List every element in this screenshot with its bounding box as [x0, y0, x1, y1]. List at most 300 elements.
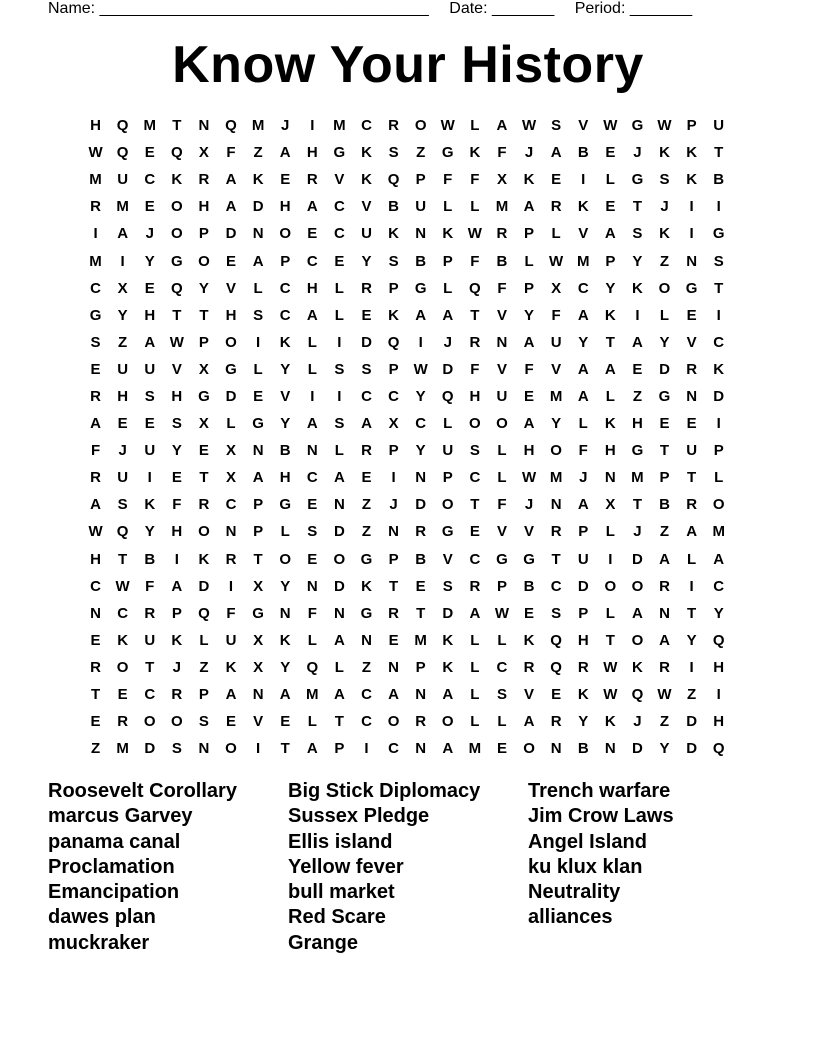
grid-letter[interactable]: A	[523, 415, 535, 433]
grid-letter[interactable]: Y	[280, 577, 291, 595]
grid-letter[interactable]: J	[281, 117, 290, 135]
grid-letter[interactable]: P	[388, 279, 399, 297]
grid-letter[interactable]: E	[90, 631, 101, 649]
grid-letter[interactable]: R	[469, 577, 481, 595]
grid-letter[interactable]: P	[415, 171, 426, 189]
grid-letter[interactable]: M	[468, 740, 482, 758]
grid-letter[interactable]: L	[714, 469, 724, 487]
grid-letter[interactable]: G	[441, 523, 454, 541]
grid-letter[interactable]: N	[225, 523, 237, 541]
grid-letter[interactable]: X	[198, 360, 209, 378]
grid-letter[interactable]: R	[415, 523, 427, 541]
grid-letter[interactable]: E	[605, 144, 616, 162]
grid-letter[interactable]: Y	[686, 631, 697, 649]
grid-letter[interactable]: F	[497, 144, 507, 162]
grid-letter[interactable]: L	[470, 117, 480, 135]
grid-letter[interactable]: E	[280, 171, 291, 189]
grid-letter[interactable]: R	[388, 117, 399, 135]
grid-letter[interactable]: U	[225, 631, 237, 649]
grid-letter[interactable]: E	[388, 631, 399, 649]
grid-letter[interactable]: P	[442, 252, 453, 270]
grid-letter[interactable]: R	[306, 171, 318, 189]
grid-letter[interactable]: K	[686, 144, 698, 162]
grid-letter[interactable]: O	[712, 496, 725, 514]
grid-letter[interactable]: T	[659, 442, 670, 460]
grid-letter[interactable]: C	[144, 171, 156, 189]
grid-letter[interactable]: K	[171, 171, 183, 189]
grid-letter[interactable]: H	[225, 306, 237, 324]
grid-letter[interactable]: U	[415, 198, 427, 216]
grid-letter[interactable]: O	[387, 713, 400, 731]
grid-letter[interactable]: G	[658, 387, 671, 405]
grid-letter[interactable]: M	[251, 117, 265, 135]
grid-letter[interactable]: L	[226, 415, 236, 433]
grid-letter[interactable]: L	[470, 198, 480, 216]
grid-letter[interactable]: O	[198, 252, 210, 270]
grid-letter[interactable]: N	[279, 604, 291, 622]
grid-letter[interactable]: Y	[144, 523, 155, 541]
grid-letter[interactable]: A	[279, 686, 291, 704]
grid-letter[interactable]: K	[469, 144, 481, 162]
grid-letter[interactable]: C	[90, 577, 101, 595]
grid-letter[interactable]: N	[306, 442, 318, 460]
grid-letter[interactable]: Q	[712, 631, 725, 649]
grid-letter[interactable]: T	[551, 550, 561, 568]
grid-letter[interactable]: I	[635, 306, 640, 324]
grid-letter[interactable]: A	[90, 496, 101, 514]
grid-letter[interactable]: F	[578, 442, 588, 460]
grid-letter[interactable]: Y	[659, 740, 670, 758]
grid-letter[interactable]: U	[442, 442, 454, 460]
grid-letter[interactable]: N	[252, 686, 264, 704]
grid-letter[interactable]: S	[334, 415, 345, 433]
grid-letter[interactable]: L	[307, 713, 317, 731]
grid-letter[interactable]: G	[89, 306, 102, 324]
grid-letter[interactable]: F	[470, 360, 480, 378]
grid-letter[interactable]: E	[117, 415, 128, 433]
grid-letter[interactable]: O	[441, 713, 454, 731]
grid-letter[interactable]: I	[337, 387, 342, 405]
grid-letter[interactable]: A	[388, 686, 399, 704]
grid-letter[interactable]: L	[307, 333, 317, 351]
grid-letter[interactable]: C	[144, 686, 156, 704]
grid-letter[interactable]: Y	[280, 360, 291, 378]
grid-letter[interactable]: H	[632, 415, 643, 433]
grid-letter[interactable]: R	[198, 496, 210, 514]
grid-letter[interactable]: N	[550, 740, 562, 758]
grid-letter[interactable]: R	[90, 198, 101, 216]
grid-letter[interactable]: Q	[387, 333, 400, 351]
grid-letter[interactable]: P	[171, 604, 182, 622]
grid-letter[interactable]: E	[605, 198, 616, 216]
grid-letter[interactable]: N	[496, 333, 508, 351]
grid-letter[interactable]: Q	[198, 604, 210, 622]
grid-letter[interactable]: K	[388, 306, 399, 324]
grid-letter[interactable]: Q	[306, 658, 319, 676]
grid-letter[interactable]: C	[415, 415, 427, 433]
grid-letter[interactable]: K	[117, 631, 129, 649]
grid-letter[interactable]: E	[659, 415, 670, 433]
grid-letter[interactable]: H	[523, 442, 535, 460]
grid-letter[interactable]: A	[361, 415, 372, 433]
grid-letter[interactable]: G	[279, 496, 292, 514]
grid-letter[interactable]: R	[90, 387, 101, 405]
grid-letter[interactable]: W	[169, 333, 184, 351]
grid-letter[interactable]: N	[388, 523, 399, 541]
grid-letter[interactable]: E	[686, 306, 697, 324]
grid-letter[interactable]: R	[415, 713, 427, 731]
grid-letter[interactable]: E	[90, 713, 101, 731]
grid-letter[interactable]: K	[523, 171, 535, 189]
grid-letter[interactable]: J	[524, 144, 534, 162]
grid-letter[interactable]: M	[89, 252, 102, 270]
grid-letter[interactable]: D	[144, 740, 156, 758]
grid-letter[interactable]: K	[632, 658, 643, 676]
grid-letter[interactable]: T	[145, 658, 155, 676]
grid-letter[interactable]: K	[442, 225, 454, 243]
grid-letter[interactable]: S	[307, 523, 318, 541]
grid-letter[interactable]: U	[361, 225, 372, 243]
grid-letter[interactable]: U	[144, 360, 156, 378]
grid-letter[interactable]: V	[334, 171, 345, 189]
grid-letter[interactable]: C	[279, 279, 291, 297]
grid-letter[interactable]: W	[603, 658, 618, 676]
grid-letter[interactable]: L	[470, 713, 480, 731]
grid-letter[interactable]: I	[120, 252, 125, 270]
grid-letter[interactable]: Y	[524, 306, 535, 324]
grid-letter[interactable]: Q	[469, 279, 481, 297]
grid-letter[interactable]: V	[686, 333, 697, 351]
grid-letter[interactable]: A	[604, 225, 616, 243]
grid-letter[interactable]: D	[442, 604, 454, 622]
grid-letter[interactable]: J	[660, 198, 669, 216]
grid-letter[interactable]: L	[334, 442, 344, 460]
grid-letter[interactable]: K	[523, 631, 535, 649]
grid-letter[interactable]: Q	[712, 740, 725, 758]
grid-letter[interactable]: N	[415, 469, 427, 487]
grid-letter[interactable]: B	[388, 198, 399, 216]
grid-letter[interactable]: Y	[578, 333, 589, 351]
grid-letter[interactable]: N	[604, 740, 616, 758]
grid-letter[interactable]: T	[687, 604, 697, 622]
grid-letter[interactable]: P	[659, 469, 670, 487]
grid-letter[interactable]: L	[605, 523, 615, 541]
grid-letter[interactable]: G	[360, 604, 373, 622]
grid-letter[interactable]: P	[334, 740, 345, 758]
grid-letter[interactable]: W	[657, 117, 672, 135]
grid-letter[interactable]: E	[226, 252, 237, 270]
grid-letter[interactable]: N	[333, 496, 345, 514]
grid-letter[interactable]: U	[144, 442, 156, 460]
grid-letter[interactable]: Y	[632, 252, 643, 270]
grid-letter[interactable]: S	[171, 740, 182, 758]
grid-letter[interactable]: L	[280, 523, 290, 541]
grid-letter[interactable]: Y	[117, 306, 128, 324]
grid-letter[interactable]: I	[689, 658, 694, 676]
grid-letter[interactable]: Q	[170, 279, 183, 297]
grid-letter[interactable]: F	[226, 604, 236, 622]
grid-letter[interactable]: M	[116, 740, 129, 758]
grid-letter[interactable]: G	[414, 279, 427, 297]
grid-letter[interactable]: P	[496, 577, 507, 595]
grid-letter[interactable]: M	[143, 117, 156, 135]
grid-letter[interactable]: A	[577, 360, 589, 378]
grid-letter[interactable]: W	[88, 144, 103, 162]
grid-letter[interactable]: T	[714, 279, 724, 297]
grid-letter[interactable]: R	[523, 658, 535, 676]
grid-letter[interactable]: N	[686, 387, 698, 405]
grid-letter[interactable]: Y	[144, 252, 155, 270]
grid-letter[interactable]: X	[198, 144, 209, 162]
grid-letter[interactable]: H	[171, 523, 183, 541]
grid-letter[interactable]: N	[388, 658, 399, 676]
grid-letter[interactable]: A	[632, 604, 643, 622]
grid-letter[interactable]: S	[144, 387, 155, 405]
grid-letter[interactable]: R	[496, 225, 508, 243]
grid-letter[interactable]: N	[550, 496, 562, 514]
grid-letter[interactable]: W	[494, 604, 510, 622]
grid-letter[interactable]: W	[657, 686, 672, 704]
grid-letter[interactable]: O	[225, 740, 237, 758]
grid-letter[interactable]: S	[171, 415, 182, 433]
grid-letter[interactable]: W	[521, 117, 537, 135]
grid-letter[interactable]: A	[686, 523, 698, 541]
grid-letter[interactable]: G	[252, 415, 264, 433]
grid-letter[interactable]: B	[144, 550, 156, 568]
grid-letter[interactable]: E	[144, 144, 155, 162]
grid-letter[interactable]: C	[333, 225, 345, 243]
grid-letter[interactable]: B	[415, 550, 427, 568]
grid-letter[interactable]: E	[686, 415, 697, 433]
grid-letter[interactable]: A	[117, 225, 129, 243]
grid-letter[interactable]: E	[524, 387, 535, 405]
grid-letter[interactable]: N	[415, 686, 427, 704]
grid-letter[interactable]: L	[307, 631, 317, 649]
grid-letter[interactable]: X	[253, 577, 264, 595]
grid-letter[interactable]: I	[364, 740, 369, 758]
grid-letter[interactable]: J	[145, 225, 154, 243]
grid-letter[interactable]: T	[118, 550, 128, 568]
grid-letter[interactable]: O	[279, 225, 292, 243]
grid-letter[interactable]: C	[279, 306, 291, 324]
grid-letter[interactable]: K	[279, 631, 291, 649]
grid-letter[interactable]: K	[604, 713, 616, 731]
grid-letter[interactable]: P	[578, 523, 589, 541]
grid-letter[interactable]: L	[199, 631, 209, 649]
grid-letter[interactable]: T	[605, 631, 615, 649]
grid-letter[interactable]: G	[712, 225, 725, 243]
grid-letter[interactable]: L	[497, 442, 507, 460]
grid-letter[interactable]: I	[337, 333, 342, 351]
grid-letter[interactable]: M	[414, 631, 427, 649]
grid-letter[interactable]: O	[523, 740, 535, 758]
grid-letter[interactable]: T	[199, 469, 209, 487]
grid-letter[interactable]: C	[713, 577, 725, 595]
grid-letter[interactable]: N	[659, 604, 670, 622]
grid-letter[interactable]: A	[496, 117, 508, 135]
grid-letter[interactable]: O	[170, 713, 183, 731]
grid-letter[interactable]: D	[686, 713, 698, 731]
grid-letter[interactable]: Y	[713, 604, 724, 622]
grid-letter[interactable]: K	[442, 631, 454, 649]
grid-letter[interactable]: A	[713, 550, 725, 568]
grid-letter[interactable]: I	[418, 333, 423, 351]
grid-letter[interactable]: Y	[280, 658, 291, 676]
grid-letter[interactable]: D	[713, 387, 725, 405]
grid-letter[interactable]: F	[524, 360, 534, 378]
grid-letter[interactable]: N	[90, 604, 101, 622]
grid-letter[interactable]: E	[551, 686, 562, 704]
grid-letter[interactable]: Z	[199, 658, 209, 676]
grid-letter[interactable]: M	[495, 198, 509, 216]
grid-letter[interactable]: I	[689, 577, 694, 595]
grid-letter[interactable]: T	[388, 577, 399, 595]
grid-letter[interactable]: R	[550, 198, 562, 216]
grid-letter[interactable]: C	[225, 496, 237, 514]
grid-letter[interactable]: S	[253, 306, 264, 324]
grid-letter[interactable]: P	[442, 469, 453, 487]
grid-letter[interactable]: K	[144, 496, 156, 514]
grid-letter[interactable]: F	[90, 442, 101, 460]
grid-letter[interactable]: O	[143, 713, 156, 731]
grid-letter[interactable]: V	[253, 713, 264, 731]
grid-letter[interactable]: A	[415, 306, 427, 324]
grid-letter[interactable]: C	[306, 252, 318, 270]
grid-letter[interactable]: U	[686, 442, 698, 460]
grid-letter[interactable]: C	[90, 279, 101, 297]
grid-letter[interactable]: P	[253, 523, 264, 541]
grid-letter[interactable]: O	[631, 631, 644, 649]
grid-letter[interactable]: R	[550, 713, 562, 731]
grid-letter[interactable]: G	[631, 442, 644, 460]
grid-letter[interactable]: W	[521, 469, 537, 487]
grid-letter[interactable]: L	[470, 686, 480, 704]
grid-letter[interactable]: Q	[387, 171, 400, 189]
grid-letter[interactable]: G	[198, 387, 210, 405]
grid-letter[interactable]: O	[170, 225, 183, 243]
grid-letter[interactable]: K	[713, 360, 725, 378]
grid-letter[interactable]: T	[632, 496, 642, 514]
grid-letter[interactable]: V	[524, 523, 535, 541]
grid-letter[interactable]: E	[90, 360, 101, 378]
grid-letter[interactable]: M	[549, 387, 563, 405]
grid-letter[interactable]: O	[658, 279, 671, 297]
grid-letter[interactable]: G	[631, 117, 644, 135]
grid-letter[interactable]: L	[605, 387, 615, 405]
grid-letter[interactable]: M	[576, 252, 590, 270]
grid-letter[interactable]: J	[633, 144, 642, 162]
grid-letter[interactable]: U	[117, 360, 129, 378]
grid-letter[interactable]: O	[198, 523, 210, 541]
grid-letter[interactable]: X	[551, 279, 562, 297]
grid-letter[interactable]: X	[226, 469, 237, 487]
grid-letter[interactable]: X	[117, 279, 128, 297]
grid-letter[interactable]: P	[388, 360, 399, 378]
grid-letter[interactable]: D	[632, 740, 643, 758]
grid-letter[interactable]: D	[632, 550, 643, 568]
grid-letter[interactable]: Y	[171, 442, 182, 460]
grid-letter[interactable]: V	[226, 279, 237, 297]
grid-letter[interactable]: E	[226, 713, 237, 731]
grid-letter[interactable]: L	[497, 631, 507, 649]
grid-letter[interactable]: P	[713, 442, 724, 460]
grid-letter[interactable]: A	[306, 415, 318, 433]
grid-letter[interactable]: L	[470, 658, 480, 676]
grid-letter[interactable]: A	[144, 333, 156, 351]
grid-letter[interactable]: D	[361, 333, 372, 351]
grid-letter[interactable]: C	[117, 604, 129, 622]
grid-letter[interactable]: C	[577, 279, 589, 297]
grid-letter[interactable]: P	[686, 117, 697, 135]
grid-letter[interactable]: A	[333, 686, 345, 704]
grid-letter[interactable]: V	[524, 686, 535, 704]
grid-letter[interactable]: L	[470, 631, 480, 649]
grid-letter[interactable]: A	[306, 198, 318, 216]
grid-letter[interactable]: F	[470, 252, 480, 270]
grid-letter[interactable]: A	[442, 740, 454, 758]
grid-letter[interactable]: A	[306, 306, 318, 324]
grid-letter[interactable]: A	[442, 686, 454, 704]
grid-letter[interactable]: E	[144, 415, 155, 433]
grid-letter[interactable]: R	[90, 469, 101, 487]
grid-letter[interactable]: L	[497, 713, 507, 731]
grid-letter[interactable]: H	[306, 279, 318, 297]
grid-letter[interactable]: Y	[659, 333, 670, 351]
grid-letter[interactable]: B	[577, 144, 589, 162]
grid-letter[interactable]: M	[549, 469, 563, 487]
grid-letter[interactable]: O	[116, 658, 129, 676]
grid-letter[interactable]: W	[440, 117, 455, 135]
grid-letter[interactable]: S	[632, 225, 643, 243]
grid-letter[interactable]: H	[90, 550, 101, 568]
grid-letter[interactable]: A	[523, 333, 535, 351]
grid-letter[interactable]: I	[581, 171, 586, 189]
grid-letter[interactable]: E	[307, 225, 318, 243]
grid-letter[interactable]: G	[685, 279, 698, 297]
grid-letter[interactable]: H	[469, 387, 481, 405]
grid-letter[interactable]: I	[228, 577, 234, 595]
grid-letter[interactable]: E	[361, 469, 372, 487]
grid-letter[interactable]: O	[496, 415, 508, 433]
grid-letter[interactable]: A	[577, 496, 589, 514]
grid-letter[interactable]: H	[171, 387, 183, 405]
grid-letter[interactable]: F	[497, 496, 507, 514]
grid-letter[interactable]: W	[467, 225, 482, 243]
grid-letter[interactable]: R	[659, 577, 670, 595]
grid-letter[interactable]: P	[280, 252, 291, 270]
grid-letter[interactable]: N	[415, 740, 427, 758]
grid-letter[interactable]: K	[388, 225, 399, 243]
grid-letter[interactable]: M	[631, 469, 644, 487]
grid-letter[interactable]: R	[361, 442, 372, 460]
grid-letter[interactable]: J	[633, 713, 642, 731]
grid-letter[interactable]: R	[361, 279, 372, 297]
grid-letter[interactable]: L	[659, 306, 670, 324]
grid-letter[interactable]: O	[225, 333, 237, 351]
grid-letter[interactable]: O	[441, 496, 454, 514]
grid-letter[interactable]: S	[90, 333, 101, 351]
grid-letter[interactable]: L	[497, 469, 507, 487]
grid-letter[interactable]: T	[90, 686, 101, 704]
grid-letter[interactable]: E	[415, 577, 426, 595]
grid-letter[interactable]: W	[88, 523, 103, 541]
grid-letter[interactable]: L	[551, 225, 561, 243]
grid-letter[interactable]: T	[334, 713, 344, 731]
grid-letter[interactable]: V	[578, 225, 589, 243]
grid-letter[interactable]: T	[470, 496, 480, 514]
grid-letter[interactable]: S	[388, 144, 399, 162]
grid-letter[interactable]: Z	[90, 740, 101, 758]
